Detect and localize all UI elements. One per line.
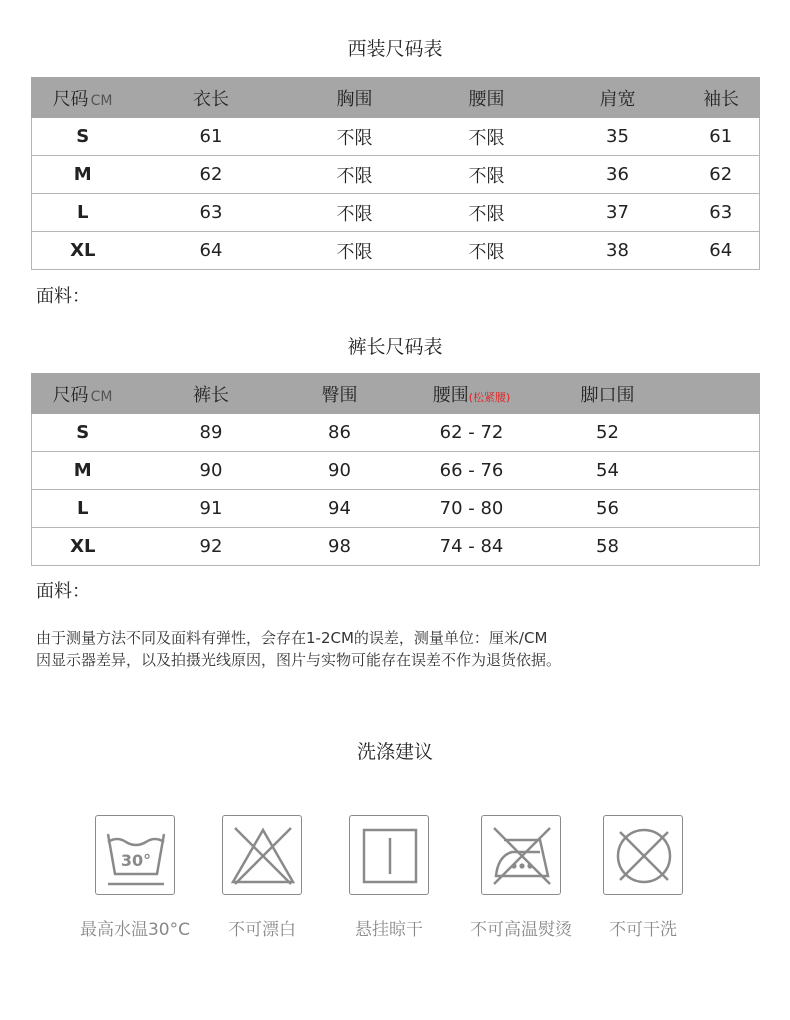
no-bleach-label: 不可漂白 xyxy=(228,920,296,940)
wash-30-icon xyxy=(95,815,175,895)
cell: 61 xyxy=(134,118,289,156)
cell: 94 xyxy=(289,490,391,528)
table-header-row xyxy=(32,374,760,414)
suit-table-title: 西装尺码表 xyxy=(347,38,443,60)
header-waist: 腰围 xyxy=(421,78,553,118)
no-high-iron-label: 不可高温熨烫 xyxy=(470,920,572,940)
wash-title: 洗涤建议 xyxy=(356,741,433,763)
header-size: 尺码 CM xyxy=(32,374,134,414)
suit-fabric-label: 面料： xyxy=(36,286,90,307)
cell: 92 xyxy=(134,528,289,566)
header-size: 尺码 CM xyxy=(32,78,134,118)
cell: 89 xyxy=(134,414,289,452)
header-waist: 腰围(松紧腰) xyxy=(391,374,553,414)
no-dry-clean-label: 不可干洗 xyxy=(609,920,677,940)
pants-size-table xyxy=(31,373,760,566)
cell: 61 xyxy=(683,118,760,156)
table-row xyxy=(32,232,760,270)
hang-dry-label: 悬挂晾干 xyxy=(355,920,423,940)
suit-size-table xyxy=(31,77,760,270)
no-high-iron-icon xyxy=(481,815,561,895)
cell xyxy=(663,490,760,528)
measurement-note: 由于测量方法不同及面料有弹性，会存在1-2CM的误差，测量单位：厘米/CM xyxy=(36,629,548,647)
table-row xyxy=(32,118,760,156)
cell: 38 xyxy=(553,232,683,270)
cell: 不限 xyxy=(421,156,553,194)
table-row xyxy=(32,452,760,490)
header-hem: 脚口围 xyxy=(553,374,663,414)
table-header-row xyxy=(32,78,760,118)
cell: 62 xyxy=(134,156,289,194)
cell: S xyxy=(32,118,134,156)
cell: 58 xyxy=(553,528,663,566)
table-row xyxy=(32,528,760,566)
cell: 不限 xyxy=(421,118,553,156)
cell: XL xyxy=(32,232,134,270)
cell: 70 - 80 xyxy=(391,490,553,528)
table-row xyxy=(32,194,760,232)
cell xyxy=(663,528,760,566)
cell: 36 xyxy=(553,156,683,194)
header-pants-length: 裤长 xyxy=(134,374,289,414)
cell: 62 - 72 xyxy=(391,414,553,452)
cell: 74 - 84 xyxy=(391,528,553,566)
cell xyxy=(663,452,760,490)
cell: 66 - 76 xyxy=(391,452,553,490)
cell: 64 xyxy=(683,232,760,270)
hang-dry-icon xyxy=(349,815,429,895)
cell: 63 xyxy=(683,194,760,232)
table-row xyxy=(32,156,760,194)
cell: 90 xyxy=(134,452,289,490)
header-hip: 臀围 xyxy=(289,374,391,414)
pants-table-title: 裤长尺码表 xyxy=(347,336,443,358)
cell: S xyxy=(32,414,134,452)
cell: 不限 xyxy=(421,194,553,232)
cell: 35 xyxy=(553,118,683,156)
cell: 不限 xyxy=(289,232,421,270)
no-dry-clean-icon xyxy=(603,815,683,895)
cell: 不限 xyxy=(421,232,553,270)
cell: 54 xyxy=(553,452,663,490)
table-row xyxy=(32,490,760,528)
header-chest: 胸围 xyxy=(289,78,421,118)
cell: 52 xyxy=(553,414,663,452)
cell: 不限 xyxy=(289,156,421,194)
table-row xyxy=(32,414,760,452)
header-shoulder: 肩宽 xyxy=(553,78,683,118)
cell: 不限 xyxy=(289,118,421,156)
header-sleeve: 袖长 xyxy=(683,78,760,118)
cell: 不限 xyxy=(289,194,421,232)
elastic-waist-note: (松紧腰) xyxy=(468,390,511,404)
wash-30-label: 最高水温30°C xyxy=(79,920,190,940)
cell: L xyxy=(32,490,134,528)
header-length: 衣长 xyxy=(134,78,289,118)
cell: 86 xyxy=(289,414,391,452)
pants-fabric-label: 面料： xyxy=(36,581,90,602)
cell: 63 xyxy=(134,194,289,232)
cell: 37 xyxy=(553,194,683,232)
cell: 90 xyxy=(289,452,391,490)
cell: 98 xyxy=(289,528,391,566)
cell: M xyxy=(32,156,134,194)
cell: 62 xyxy=(683,156,760,194)
cell: XL xyxy=(32,528,134,566)
cell: M xyxy=(32,452,134,490)
cell xyxy=(663,414,760,452)
display-note: 因显示器差异，以及拍摄光线原因，图片与实物可能存在误差不作为退货依据。 xyxy=(36,651,562,669)
header-empty xyxy=(663,374,760,414)
cell: 56 xyxy=(553,490,663,528)
no-bleach-icon xyxy=(222,815,302,895)
cell: 64 xyxy=(134,232,289,270)
cell: 91 xyxy=(134,490,289,528)
wash-temp-text: 30° xyxy=(120,851,152,870)
cell: L xyxy=(32,194,134,232)
